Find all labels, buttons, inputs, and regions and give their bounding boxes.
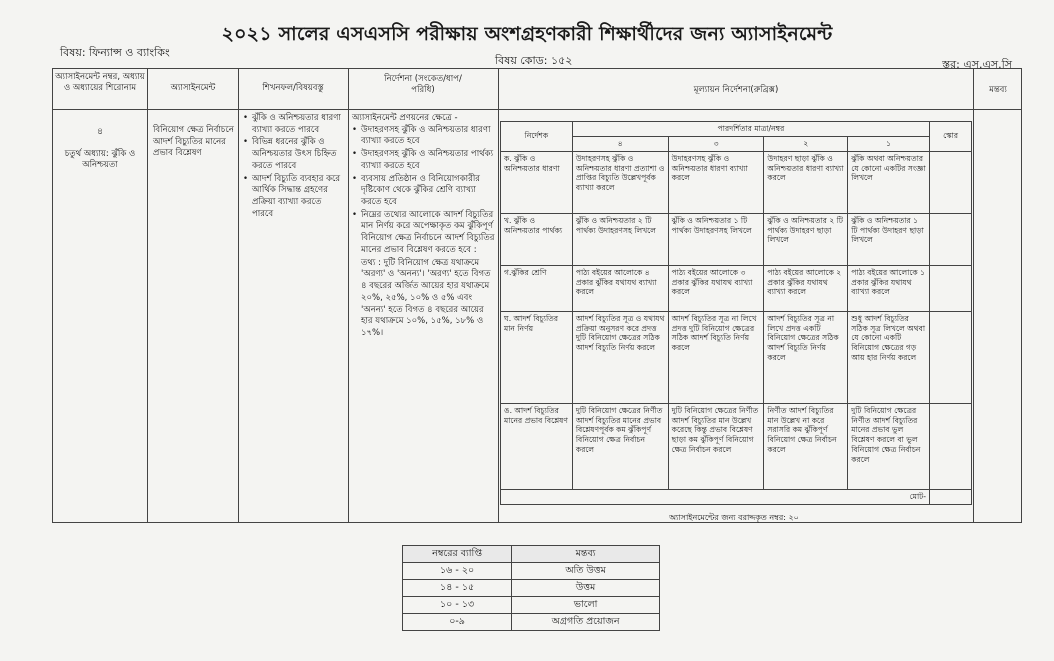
column-divider bbox=[973, 69, 974, 522]
instructions-block bbox=[352, 113, 496, 340]
header-assignment-no: অ্যাসাইনমেন্ট নম্বর, অধ্যায় ও অধ্যায়ের শিরোনাম bbox=[55, 72, 145, 93]
rubric-total-label: মোট- bbox=[848, 489, 930, 504]
grade-range: ০-৯ bbox=[403, 614, 512, 631]
grade-range: ১০ - ১৩ bbox=[403, 597, 512, 614]
rubric-cell: আদর্শ বিচ্যুতির সূত্র না লিখে প্রদত্ত একটি বিনিয়োগ ক্ষেত্রের সঠিক আদর্শ বিচ্যুতি নির্ণয় করলে bbox=[764, 311, 848, 403]
outcome-item: • আদর্শ বিচ্যুতি ব্যবহার করে আর্থিক সিদ্ধান্ত গ্রহণের প্রক্রিয়া ব্যাখ্যা করতে পারবে bbox=[243, 174, 345, 221]
instruction-item: • নিম্নের তথ্যের আলোকে আদর্শ বিচ্যুতির মান নির্ণয় করে অপেক্ষাকৃত কম ঝুঁকিপূর্ণ বিনিয়োগ ক্ষেত্র নির্বাচনে আদর্শ বিচ্যুতির মানের প্রভাব বিশ্লেষণ করতে হবে : bbox=[352, 210, 496, 257]
rubric-row bbox=[501, 311, 972, 403]
rubric-total-row bbox=[501, 489, 972, 504]
grade-remark: অতি উত্তম bbox=[512, 563, 660, 580]
rubric-table bbox=[500, 121, 972, 505]
rubric-level: ২ bbox=[764, 136, 848, 151]
rubric-level: ৩ bbox=[668, 136, 764, 151]
grade-row bbox=[403, 580, 660, 597]
rubric-cell: ঝুঁকি ও অনিশ্চয়তার ১ টি পার্থক্য উদাহরণ ছাড়া লিখলে bbox=[848, 213, 930, 265]
allotted-marks: অ্যাসাইনমেন্টের জন্য বরাদ্দকৃত নম্বর: ২০ bbox=[669, 513, 799, 522]
header-divider bbox=[53, 109, 1021, 110]
rubric-total-score bbox=[930, 489, 972, 504]
rubric-indicator: খ. ঝুঁকি ও অনিশ্চয়তার পার্থক্য bbox=[501, 213, 573, 265]
instructions-intro: অ্যাসাইনমেন্ট প্রণয়নের ক্ষেত্রে - bbox=[352, 113, 458, 123]
level-label: স্তর: এস.এস.সি bbox=[942, 58, 1012, 71]
rubric-indicator: ঘ. আদর্শ বিচ্যুতির মান নির্ণয় bbox=[501, 311, 573, 403]
grade-range: ১৪ - ১৫ bbox=[403, 580, 512, 597]
rubric-score bbox=[930, 265, 972, 311]
learning-outcomes bbox=[243, 113, 345, 221]
rubric-row bbox=[501, 403, 972, 489]
rubric-score bbox=[930, 311, 972, 403]
rubric-row bbox=[501, 213, 972, 265]
column-divider bbox=[498, 69, 499, 522]
rubric-cell: পাঠ্য বইয়ের আলোকে ২ প্রকার ঝুঁকির যথাযথ ব্যাখ্যা করলে bbox=[764, 265, 848, 311]
assignment-text: বিনিয়োগ ক্ষেত্র নির্বাচনে আদর্শ বিচ্যুতির মানের প্রভাব বিশ্লেষণ bbox=[153, 125, 234, 159]
rubric-cell: ঝুঁকি অথবা অনিশ্চয়তার যে কোনো একটির সংজ্ঞা লিখলে bbox=[848, 151, 930, 213]
column-divider bbox=[348, 69, 349, 522]
rubric-cell: পাঠ্য বইয়ের আলোকে ১ প্রকার ঝুঁকির যথাযথ ব্যাখ্যা করলে bbox=[848, 265, 930, 311]
grade-row bbox=[403, 563, 660, 580]
instruction-item: • উদাহরণসহ ঝুঁকি ও অনিশ্চয়তার পার্থক্য ব্যাখ্যা করতে হবে bbox=[352, 149, 496, 172]
page-title: ২০২১ সালের এসএসসি পরীক্ষায় অংশগ্রহণকারী শিক্ষার্থীদের জন্য অ্যাসাইনমেন্ট bbox=[221, 23, 833, 45]
instruction-item: • ব্যবসায় প্রতিষ্ঠান ও বিনিয়োগকারীর দৃষ্টিকোণ থেকে ঝুঁকির শ্রেণি ব্যাখ্যা করতে হবে bbox=[352, 174, 496, 209]
grade-remark: ভালো bbox=[512, 597, 660, 614]
rubric-indicator: গ.ঝুঁকির শ্রেণি bbox=[501, 265, 573, 311]
grade-table bbox=[402, 545, 660, 631]
rubric-cell: উদাহরণ ছাড়া ঝুঁকি ও অনিশ্চয়তার ধারণা ব্যাখ্যা করলে bbox=[764, 151, 848, 213]
rubric-indicator: ঙ. আদর্শ বিচ্যুতির মানের প্রভাব বিশ্লেষণ bbox=[501, 403, 573, 489]
rubric-score bbox=[930, 403, 972, 489]
rubric-level-header: পারদর্শিতার মাত্রা/নম্বর bbox=[572, 122, 929, 137]
data-block: তথ্য : দুটি বিনিয়োগ ক্ষেত্র যথাক্রমে 'অরণ্য' ও 'অনন্য'। 'অরণ্য' হতে বিগত ৪ বছরের অর্জিত আয়ের হার যথাক্রমে ২০%, ২৫%, ১০% ও ৫% এবং 'অনন্য' হতে বিগত ৪ বছরের আয়ের হার যথাক্রমে ১০%, ১৫%, ১৮% ও ১৭%। bbox=[361, 257, 491, 338]
rubric-level: ৪ bbox=[572, 136, 668, 151]
chapter-title: চতুর্থ অধ্যায়: ঝুঁকি ও অনিশ্চয়তা bbox=[64, 149, 136, 170]
rubric-score bbox=[930, 213, 972, 265]
subject-code: বিষয় কোড: ১৫২ bbox=[495, 54, 573, 67]
rubric-cell: দুটি বিনিয়োগ ক্ষেত্রের নির্ণীত আদর্শ বিচ্যুতির মানের প্রভাব বিশ্লেষণপূর্বক কম ঝুঁকিপূর্ণ বিনিয়োগ ক্ষেত্র নির্বাচন করলে bbox=[572, 403, 668, 489]
rubric-cell: ঝুঁকি ও অনিশ্চয়তার ২ টি পার্থক্য উদাহরণসহ লিখলে bbox=[572, 213, 668, 265]
header-assignment: অ্যাসাইনমেন্ট bbox=[170, 83, 216, 93]
grade-remark: অগ্রগতি প্রয়োজন bbox=[512, 614, 660, 631]
rubric-cell: শুধু আদর্শ বিচ্যুতির সঠিক সূত্র লিখলে অথবা যে কোনো একটি বিনিয়োগ ক্ষেত্রের গড় আয় হার নির্ণয় করলে bbox=[848, 311, 930, 403]
grade-row bbox=[403, 597, 660, 614]
header-remarks: মন্তব্য bbox=[989, 85, 1007, 95]
rubric-cell: উদাহরণসহ ঝুঁকি ও অনিশ্চয়তার ধারণা ব্যাখ্যা করলে bbox=[668, 151, 764, 213]
column-divider bbox=[238, 69, 239, 522]
rubric-cell: দুটি বিনিয়োগ ক্ষেত্রের নির্ণীত আদর্শ বিচ্যুতির মানের প্রভাব ভুল বিশ্লেষণ করলে বা ভুল বিনিয়োগ ক্ষেত্র নির্বাচন করলে bbox=[848, 403, 930, 489]
header-instructions: নির্দেশনা (সংকেত/ধাপ/পরিধি) bbox=[384, 74, 462, 95]
rubric-cell: দুটি বিনিয়োগ ক্ষেত্রের নির্ণীত আদর্শ বিচ্যুতির মান উল্লেখ করেছে কিন্তু প্রভাব বিশ্লেষণ ছাড়া কম ঝুঁকিপূর্ণ বিনিয়োগ ক্ষেত্র নির্বাচন করলে bbox=[668, 403, 764, 489]
rubric-indicator: ক. ঝুঁকি ও অনিশ্চয়তার ধারণা bbox=[501, 151, 573, 213]
column-divider bbox=[147, 69, 148, 522]
outcome-item: • ঝুঁকি ও অনিশ্চয়তার ধারণা ব্যাখ্যা করতে পারবে bbox=[243, 113, 345, 136]
rubric-row bbox=[501, 151, 972, 213]
rubric-cell: পাঠ্য বইয়ের আলোকে ৩ প্রকার ঝুঁকির যথাযথ ব্যাখ্যা করলে bbox=[668, 265, 764, 311]
rubric-cell: উদাহরণসহ ঝুঁকি ও অনিশ্চয়তার ধারণা প্রত্যাশা ও প্রাপ্তির বিচ্যুতি উল্লেখপূর্বক ব্যাখ্যা করলে bbox=[572, 151, 668, 213]
rubric-row bbox=[501, 265, 972, 311]
grade-remark: উত্তম bbox=[512, 580, 660, 597]
grade-header-remark: মন্তব্য bbox=[512, 546, 660, 563]
instruction-item: • উদাহরণসহ ঝুঁকি ও অনিশ্চয়তার ধারণা ব্যাখ্যা করতে হবে bbox=[352, 125, 496, 148]
rubric-level: ১ bbox=[848, 136, 930, 151]
rubric-score-header: স্কোর bbox=[930, 122, 972, 152]
outcome-item: • বিভিন্ন ধরনের ঝুঁকি ও অনিশ্চয়তার উৎস চিহ্নিত করতে পারবে bbox=[243, 137, 345, 172]
header-evaluation: মূল্যায়ন নির্দেশনা(রুব্রিক্স) bbox=[693, 85, 779, 95]
grade-header-range: নম্বরের ব্যাপ্তি bbox=[403, 546, 512, 563]
grade-range: ১৬ - ২০ bbox=[403, 563, 512, 580]
rubric-indicator-header: নির্দেশক bbox=[501, 122, 573, 152]
assignment-number: ৪ bbox=[97, 127, 103, 137]
grade-row bbox=[403, 614, 660, 631]
rubric-score bbox=[930, 151, 972, 213]
rubric-cell: পাঠ্য বইয়ের আলোকে ৪ প্রকার ঝুঁকির যথাযথ ব্যাখ্যা করলে bbox=[572, 265, 668, 311]
header-learning-outcome: শিখনফল/বিষয়বস্তু bbox=[262, 83, 324, 93]
rubric-cell: আদর্শ বিচ্যুতির সূত্র না লিখে প্রদত্ত দুটি বিনিয়োগ ক্ষেত্রের সঠিক আদর্শ বিচ্যুতি নির্ণয় করলে bbox=[668, 311, 764, 403]
rubric-cell: আদর্শ বিচ্যুতির সূত্র ও যথাযথ প্রক্রিয়া অনুসরণ করে প্রদত্ত দুটি বিনিয়োগ ক্ষেত্রের সঠিক আদর্শ বিচ্যুতি নির্ণয় করলে bbox=[572, 311, 668, 403]
rubric-cell: ঝুঁকি ও অনিশ্চয়তার ২ টি পার্থক্য উদাহরণ ছাড়া লিখলে bbox=[764, 213, 848, 265]
rubric-cell: ঝুঁকি ও অনিশ্চয়তার ১ টি পার্থক্য উদাহরণসহ লিখলে bbox=[668, 213, 764, 265]
rubric-cell: নির্ণীত আদর্শ বিচ্যুতির মান উল্লেখ না করে সরাসরি কম ঝুঁকিপূর্ণ বিনিয়োগ ক্ষেত্র নির্বাচন করলে bbox=[764, 403, 848, 489]
subject-label: বিষয়: ফিন্যান্স ও ব্যাংকিং bbox=[60, 46, 170, 59]
